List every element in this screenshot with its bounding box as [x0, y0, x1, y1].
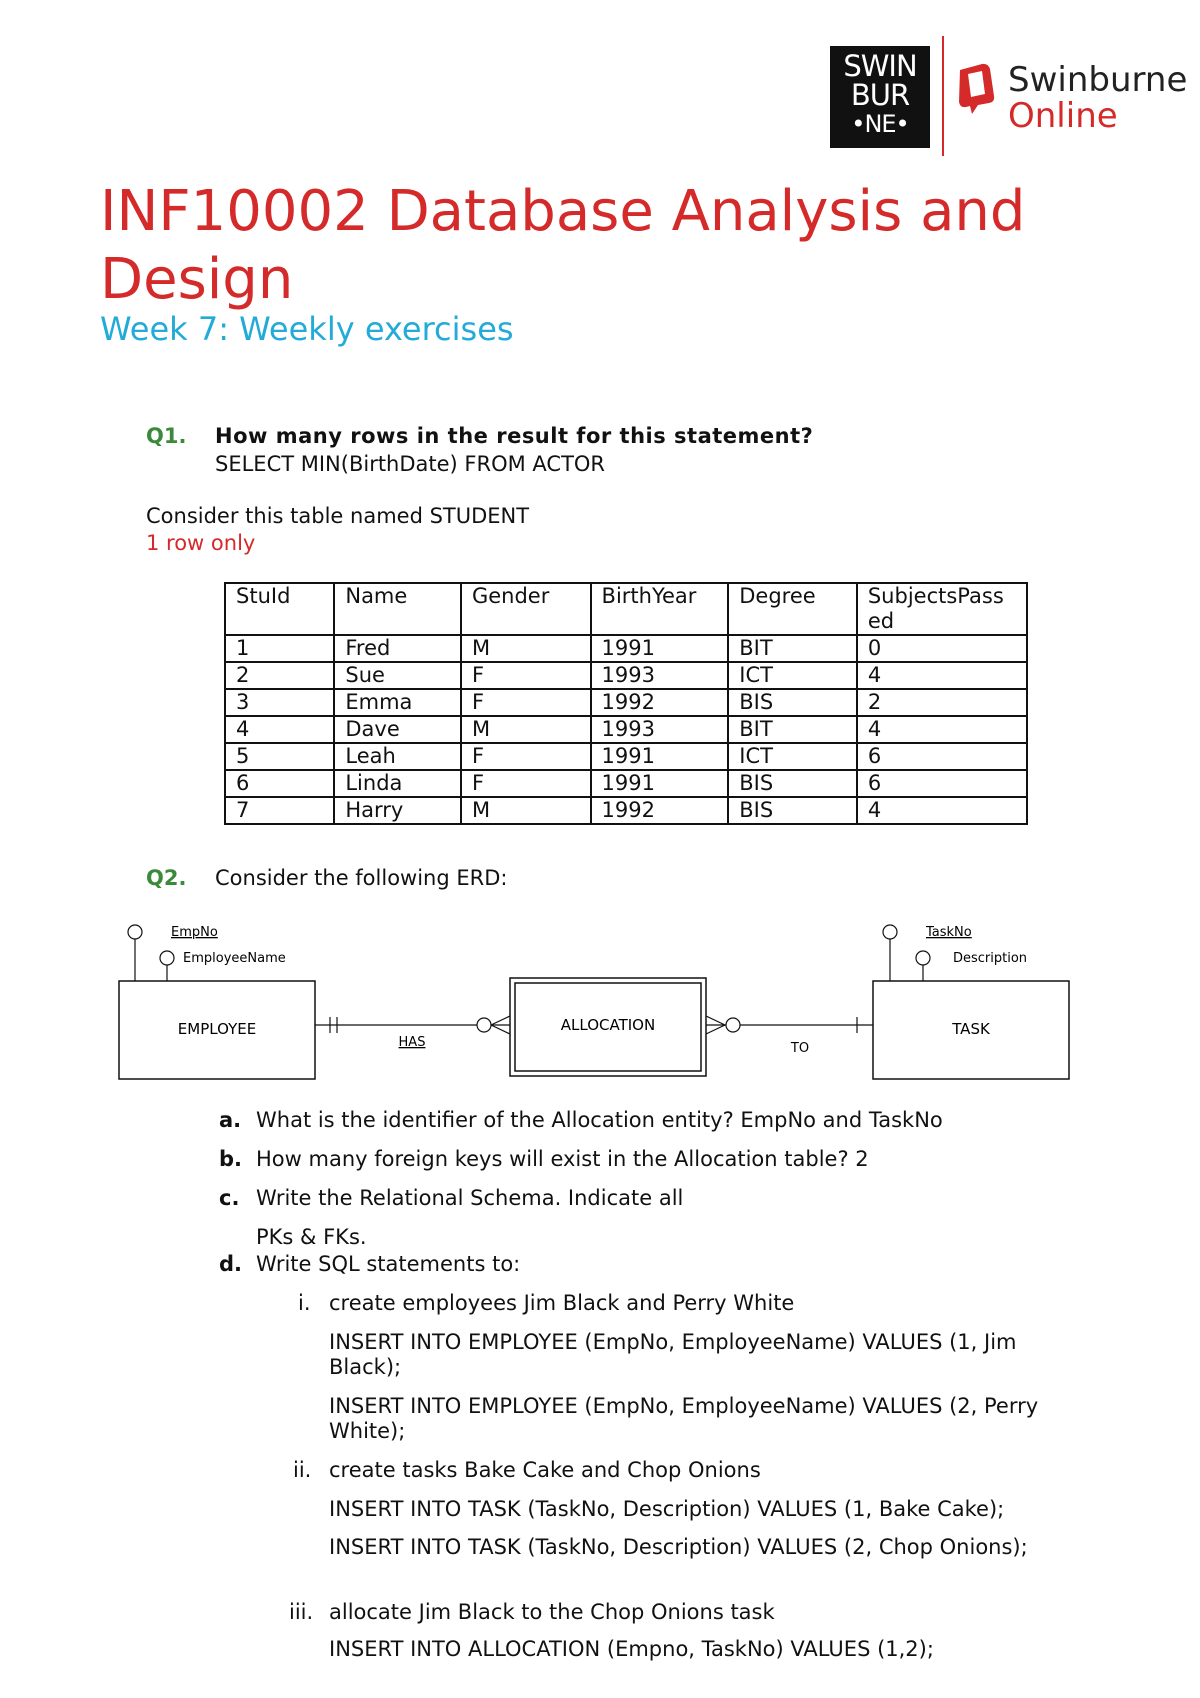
attr-description: Description: [953, 951, 1028, 966]
q1-question: How many rows in the result for this statement?: [215, 424, 814, 448]
header-birthyear: BirthYear: [591, 583, 729, 635]
table-row: [225, 797, 1027, 824]
sub-iii-num: iii.: [289, 1600, 314, 1624]
q1-answer: 1 row only: [146, 531, 256, 555]
cell: 6: [857, 770, 1027, 797]
cell: Dave: [334, 716, 461, 743]
erd-diagram: [0, 900, 1200, 1100]
table-row: [225, 662, 1027, 689]
header-gender: Gender: [461, 583, 591, 635]
cell: M: [461, 716, 591, 743]
sub-i-sql1a: INSERT INTO EMPLOYEE (EmpNo, EmployeeName) VALUES (1, Jim: [329, 1330, 1017, 1354]
cell: 2: [857, 689, 1027, 716]
table-row: [225, 689, 1027, 716]
header-subjectspassed: SubjectsPassed: [857, 583, 1027, 635]
cell: ICT: [728, 662, 857, 689]
cell: F: [461, 743, 591, 770]
part-a-text: What is the identifier of the Allocation entity? EmpNo and TaskNo: [256, 1108, 943, 1132]
cell: Emma: [334, 689, 461, 716]
cell: 1993: [591, 716, 729, 743]
table-row: [225, 635, 1027, 662]
part-c-text-2: PKs & FKs.: [256, 1225, 367, 1249]
cell: 4: [857, 662, 1027, 689]
cell: BIS: [728, 689, 857, 716]
cell: 7: [225, 797, 334, 824]
entity-allocation-label: ALLOCATION: [560, 1016, 656, 1034]
cell: BIS: [728, 797, 857, 824]
sub-ii-num: ii.: [293, 1458, 312, 1482]
cell: 1993: [591, 662, 729, 689]
cell: 1991: [591, 635, 729, 662]
attr-description-circle: [916, 951, 930, 965]
cell: BIT: [728, 716, 857, 743]
page-title: INF10002 Database Analysis and Design: [100, 179, 1026, 312]
cell: 4: [225, 716, 334, 743]
student-table: [224, 582, 1028, 825]
header-stuid: StuId: [225, 583, 334, 635]
logo-line-1: SWIN: [843, 49, 917, 83]
sub-i-sql2b: White);: [329, 1419, 406, 1443]
attr-taskno: TaskNo: [926, 925, 972, 940]
attr-empno-circle: [128, 925, 142, 939]
sub-i-sql2a: INSERT INTO EMPLOYEE (EmpNo, EmployeeName) VALUES (2, Perry: [329, 1394, 1039, 1418]
attr-employeename-circle: [160, 951, 174, 965]
relationship-has: HAS: [398, 1035, 426, 1050]
table-row: [225, 770, 1027, 797]
table-header-row: [225, 583, 1027, 635]
brand-name: Swinburne: [1008, 60, 1188, 100]
cell: 1991: [591, 743, 729, 770]
sub-ii-sql2: INSERT INTO TASK (TaskNo, Description) VALUES (2, Chop Onions);: [329, 1535, 1028, 1559]
q1-sql: SELECT MIN(BirthDate) FROM ACTOR: [215, 452, 606, 476]
cell: 4: [857, 716, 1027, 743]
logo-line-3: •NE•: [851, 110, 909, 138]
speech-bubble-icon: [954, 60, 1002, 116]
brand-sub: Online: [1008, 96, 1118, 136]
cell: F: [461, 770, 591, 797]
cell: 1992: [591, 689, 729, 716]
q2-text: Consider the following ERD:: [215, 866, 508, 890]
cell: F: [461, 689, 591, 716]
attr-employeename: EmployeeName: [183, 951, 286, 966]
logo-line-2: BUR: [850, 78, 910, 112]
table-row: [225, 716, 1027, 743]
table-row: [225, 743, 1027, 770]
cell: 2: [225, 662, 334, 689]
cell: Harry: [334, 797, 461, 824]
cell: 1991: [591, 770, 729, 797]
sub-ii-text: create tasks Bake Cake and Chop Onions: [329, 1458, 761, 1482]
entity-task-label: TASK: [952, 1020, 990, 1038]
attr-empno: EmpNo: [171, 925, 218, 940]
cell: ICT: [728, 743, 857, 770]
cell: BIS: [728, 770, 857, 797]
part-c-text: Write the Relational Schema. Indicate all: [256, 1186, 684, 1210]
part-d-text: Write SQL statements to:: [256, 1252, 521, 1276]
part-b-text: How many foreign keys will exist in the Allocation table? 2: [256, 1147, 869, 1171]
q1-number: Q1.: [146, 424, 187, 448]
cell: 1992: [591, 797, 729, 824]
cell: 5: [225, 743, 334, 770]
page-subtitle: Week 7: Weekly exercises: [100, 310, 514, 348]
cell: Sue: [334, 662, 461, 689]
part-d-letter: d.: [219, 1252, 243, 1276]
sub-i-sql1b: Black);: [329, 1355, 402, 1379]
entity-employee-label: EMPLOYEE: [177, 1020, 257, 1038]
part-c-letter: c.: [219, 1186, 240, 1210]
sub-iii-text: allocate Jim Black to the Chop Onions task: [329, 1600, 775, 1624]
cell: M: [461, 635, 591, 662]
cell: Leah: [334, 743, 461, 770]
sub-i-text: create employees Jim Black and Perry White: [329, 1291, 795, 1315]
cell: 6: [225, 770, 334, 797]
part-b-letter: b.: [219, 1147, 243, 1171]
sub-ii-sql1: INSERT INTO TASK (TaskNo, Description) VALUES (1, Bake Cake);: [329, 1497, 1005, 1521]
sub-iii-sql: INSERT INTO ALLOCATION (Empno, TaskNo) VALUES (1,2);: [329, 1637, 934, 1661]
cell: 3: [225, 689, 334, 716]
cell: Fred: [334, 635, 461, 662]
cell: F: [461, 662, 591, 689]
cell: 6: [857, 743, 1027, 770]
header-degree: Degree: [728, 583, 857, 635]
part-a-letter: a.: [219, 1108, 242, 1132]
cell: 4: [857, 797, 1027, 824]
q1-consider: Consider this table named STUDENT: [146, 504, 530, 528]
sub-i-num: i.: [298, 1291, 311, 1315]
cell: 1: [225, 635, 334, 662]
cell: 0: [857, 635, 1027, 662]
cell: Linda: [334, 770, 461, 797]
cell: M: [461, 797, 591, 824]
relationship-to: TO: [790, 1041, 810, 1056]
cell: BIT: [728, 635, 857, 662]
attr-taskno-circle: [883, 925, 897, 939]
logo-divider: [942, 36, 944, 156]
header-name: Name: [334, 583, 461, 635]
swinburne-logo: [830, 46, 930, 148]
q2-number: Q2.: [146, 866, 187, 890]
